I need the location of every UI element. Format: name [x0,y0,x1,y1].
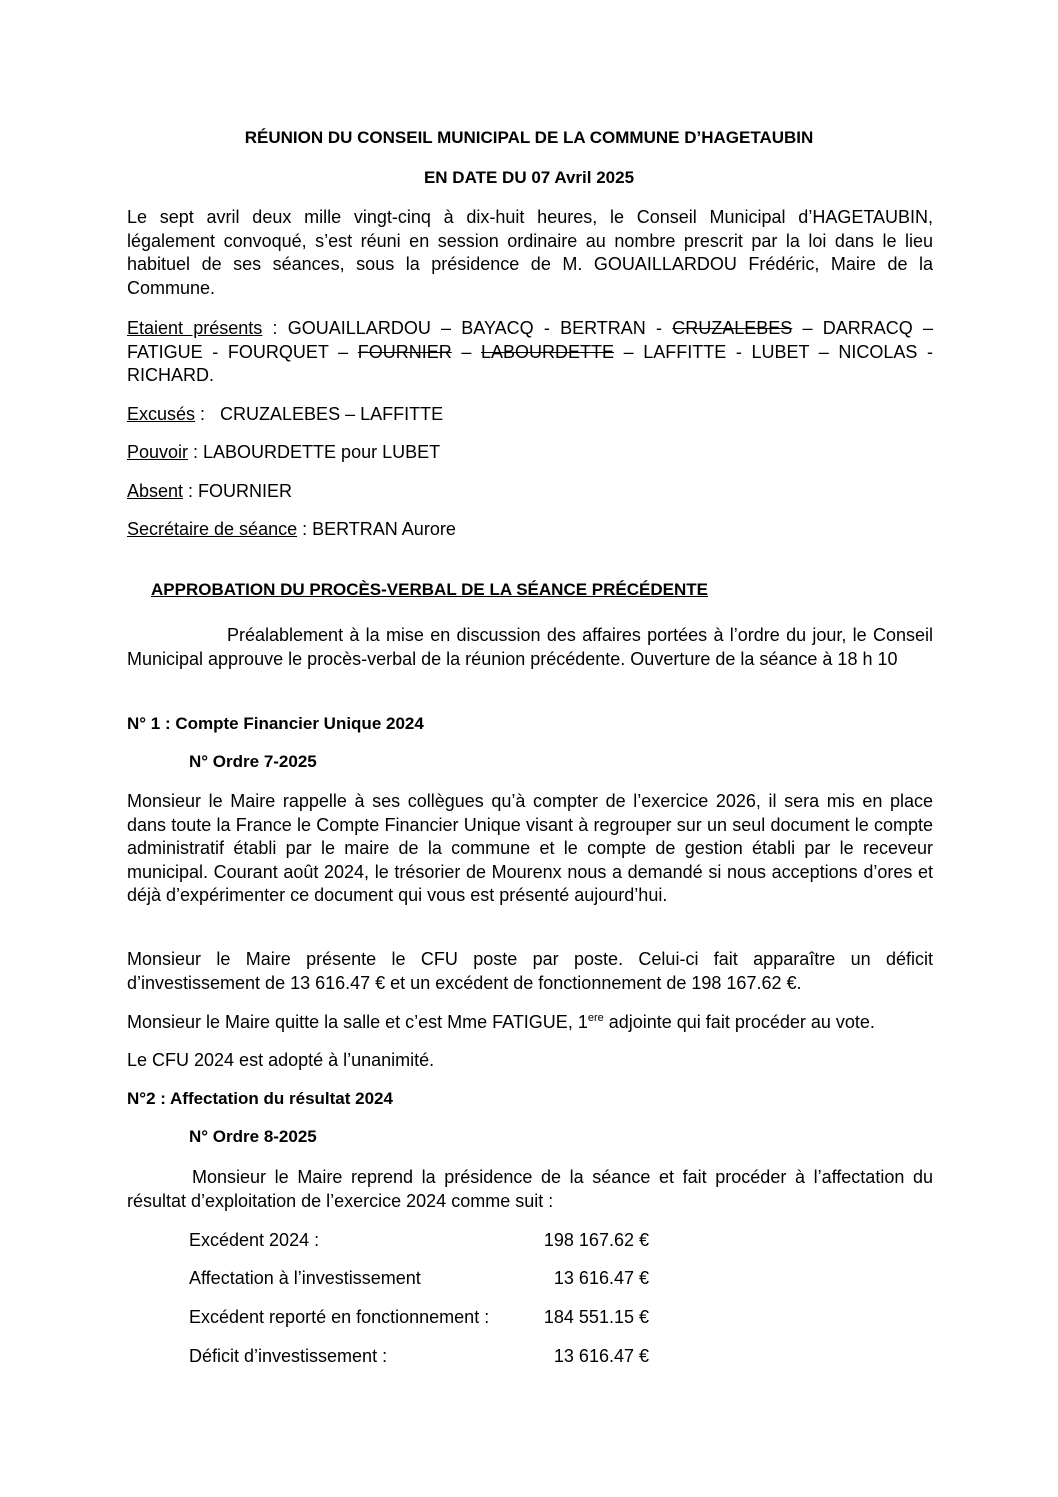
absent-label: Absent [127,481,184,501]
item2-paragraph-1: Monsieur le Maire reprend la présidence de la séance et fait procéder à l’affectation du résultat d’exploitation de l’exercice 2024 comme suit : [127,1167,933,1211]
item1-title: N° 1 : Compte Financier Unique 2024 [127,714,424,733]
excuses-line [127,403,443,426]
affectation-label: Affectation à l’investissement [189,1268,421,1288]
presents-text-4: – LAFFITTE - LUBET – NICOLAS - RICHARD. [127,341,934,385]
pouvoir-line [127,441,440,464]
affectation-row [189,1266,649,1290]
affectation-value: 184 551.15 € [543,1307,649,1327]
item1-p3-text-a: Monsieur le Maire quitte la salle et c’est Mme FATIGUE, 1 [127,1012,588,1032]
presents-text-2: – DARRACQ – FATIGUE - FOURQUET – [127,318,933,362]
title-line-2: EN DATE DU 07 Avril 2025 [423,168,635,187]
item1-paragraph-2: Monsieur le Maire présente le CFU poste par poste. Celui-ci fait apparaître un déficit d’investissement de 13 616.47 € et un excédent de fonctionnement de 198 167.62 €. [127,949,933,993]
excuses-label: Excusés [127,404,196,424]
affectation-label: Excédent 2024 : [189,1230,320,1250]
item1-paragraph-4: Le CFU 2024 est adopté à l’unanimité. [127,1050,435,1070]
item2-ordre: N° Ordre 8-2025 [189,1127,317,1146]
approbation-title: APPROBATION DU PROCÈS-VERBAL DE LA SÉANCE PRÉCÉDENTE [151,580,708,599]
secretaire-line [127,518,456,541]
presents-struck-1: CRUZALEBES [672,318,793,338]
pouvoir-label: Pouvoir [127,442,189,462]
affectation-label: Excédent reporté en fonctionnement : [189,1307,490,1327]
item1-paragraph-1: Monsieur le Maire rappelle à ses collègues qu’à compter de l’exercice 2026, il sera mis en place dans toute la France le Compte Financier Unique visant à regrouper sur un seul document le compte administratif établi par le maire de la commune et le compte de gestion établi par le receveur municipal. Courant août 2024, le trésorier de Mourenx nous a demandé si nous acceptions d’ores et déjà d’expérimenter ce document qui vous est présenté aujourd’hui. [127,791,933,905]
affectation-value: 13 616.47 € [553,1268,649,1288]
presents-struck-2: FOURNIER [357,341,452,362]
affectation-value: 13 616.47 € [553,1346,649,1366]
pouvoir-value: : LABOURDETTE pour LUBET [188,442,441,462]
secretaire-value: : BERTRAN Aurore [297,519,456,539]
item1-p3-superscript: ere [587,1012,604,1024]
presents-paragraph [127,317,933,388]
presents-text-1: GOUAILLARDOU – BAYACQ - BERTRAN - [287,318,673,338]
affectation-value: 198 167.62 € [543,1230,649,1250]
item1-ordre: N° Ordre 7-2025 [189,752,317,771]
affectation-label: Déficit d’investissement : [189,1346,388,1366]
item1-p3-text-b: adjointe qui fait procéder au vote. [603,1012,875,1032]
presents-label: Etaient présents [127,318,263,338]
excuses-value: : CRUZALEBES – LAFFITTE [195,404,444,424]
absent-line [127,480,292,503]
title-line-1: RÉUNION DU CONSEIL MUNICIPAL DE LA COMMUNE D’HAGETAUBIN [244,128,814,147]
presents-text-3: – [451,341,482,362]
item2-title: N°2 : Affectation du résultat 2024 [127,1089,393,1108]
item1-paragraph-3 [127,1011,875,1034]
absent-value: : FOURNIER [183,481,293,501]
affectation-row [189,1305,649,1329]
approbation-paragraph: Préalablement à la mise en discussion des affaires portées à l’ordre du jour, le Conseil Municipal approuve le procès-verbal de la réunion précédente. Ouverture de la séance à 18 h 10 [127,625,933,669]
affectation-row [189,1228,649,1252]
affectation-row [189,1344,649,1368]
secretaire-label: Secrétaire de séance [127,519,298,539]
presents-sep: : [262,318,288,338]
presents-struck-3: LABOURDETTE [481,341,615,362]
intro-paragraph: Le sept avril deux mille vingt-cinq à dix-huit heures, le Conseil Municipal d’HAGETAUBIN, légalement convoqué, s’est réuni en session ordinaire au nombre prescrit par la loi dans le lieu habituel de ses séances, sous la présidence de M. GOUAILLARDOU Frédéric, Maire de la Commune. [127,207,933,298]
